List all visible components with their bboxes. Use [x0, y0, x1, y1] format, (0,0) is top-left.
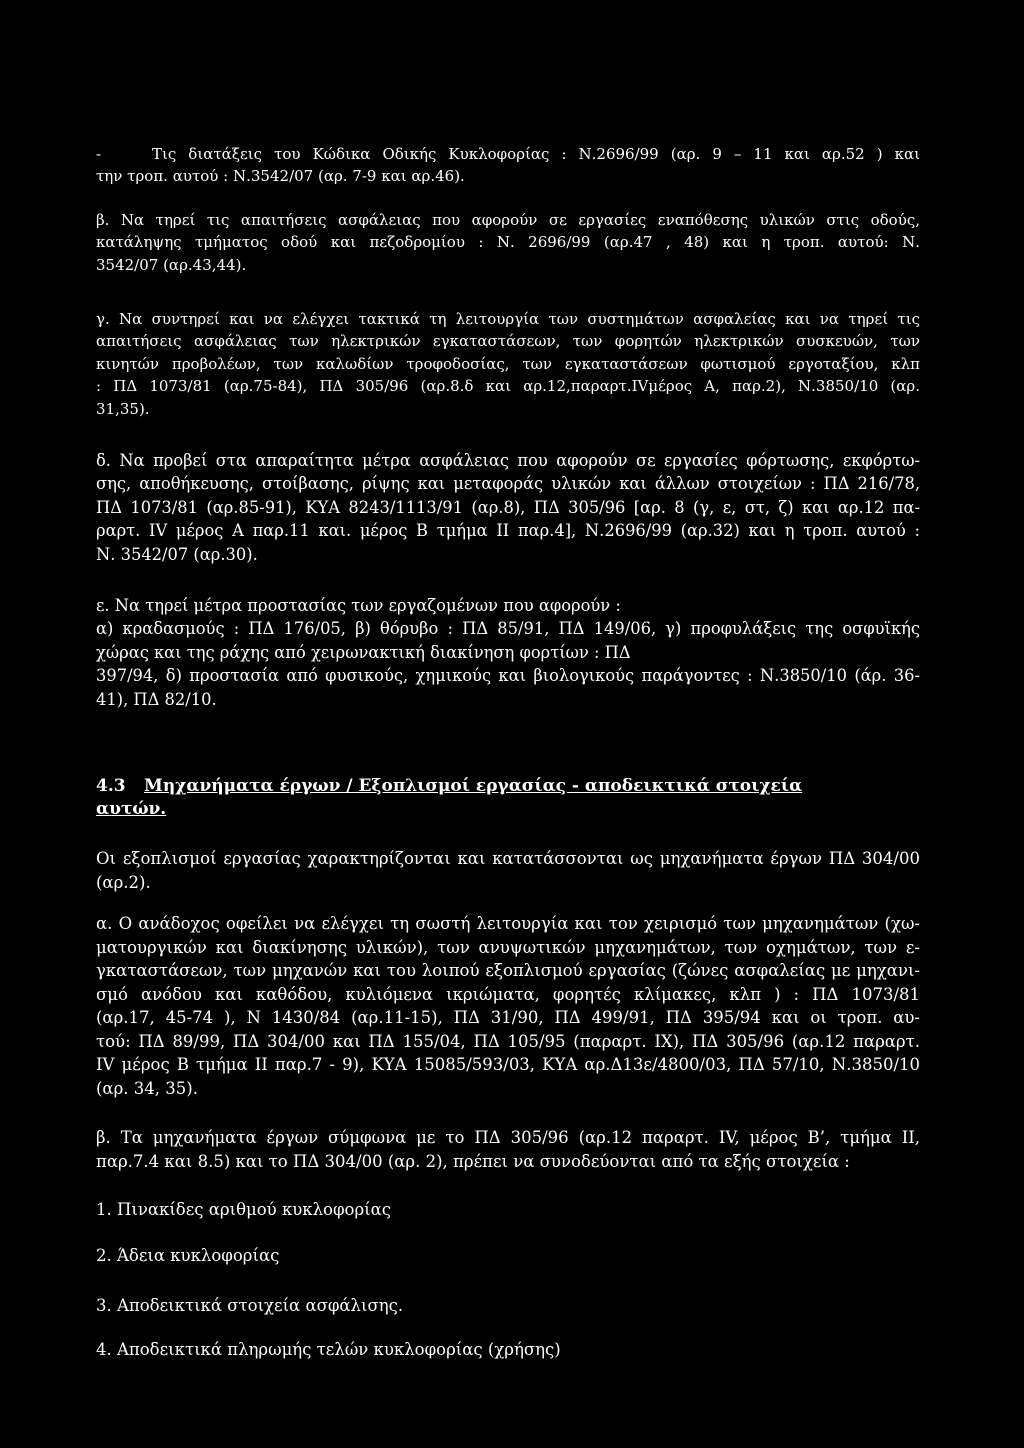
- paragraph-g-line: γ. Να συντηρεί και να ελέγχει τακτικά τη λειτουργία των συστημάτων ασφαλείας και να τηρεί τις: [96, 310, 920, 328]
- paragraph-e-line: 397/94, δ) προστασία από φυσικούς, χημικούς και βιολογικούς παράγοντες : Ν.3850/10 (άρ. 36-: [96, 666, 920, 686]
- intro-line-1: Τις διατάξεις του Κώδικα Οδικής Κυκλοφορίας : Ν.2696/99 (αρ. 9 – 11 και αρ.52 ) και: [152, 145, 920, 163]
- paragraph-a2-line: IV μέρος Β τμήμα ΙΙ παρ.7 - 9), ΚΥΑ 15085/593/03, ΚΥΑ αρ.Δ13ε/4800/03, ΠΔ 57/10, Ν.3850/10: [96, 1055, 920, 1074]
- section-heading: [96, 775, 803, 822]
- paragraph-d-line: δ. Να προβεί στα απαραίτητα μέτρα ασφάλειας που αφορούν σε εργασίες φόρτωσης, εκφόρτω-: [96, 451, 920, 470]
- paragraph-e: [96, 594, 920, 711]
- paragraph-b-line: 3542/07 (αρ.43,44).: [96, 255, 247, 274]
- paragraph-b2-line: β. Τα μηχανήματα έργων σύμφωνα με το ΠΔ 305/96 (αρ.12 παραρτ. IV, μέρος Β’, τμήμα ΙΙ,: [96, 1128, 920, 1147]
- paragraph-equipment-intro: [96, 847, 920, 894]
- paragraph-line: (αρ.2).: [96, 872, 151, 892]
- paragraph-a2-line: ματουργικών και διακίνησης υλικών), των ανυψωτικών μηχανημάτων, των οχημάτων, των ε-: [96, 937, 920, 957]
- section-title-line-2: αυτών.: [96, 799, 167, 820]
- paragraph-b-line: κατάληψης τμήματος οδού και πεζοδρομίου : Ν. 2696/99 (αρ.47 , 48) και η τροπ. αυτού: Ν.: [96, 233, 920, 252]
- paragraph-a2-line: (αρ.17, 45-74 ), Ν 1430/84 (αρ.11-15), ΠΔ 31/90, ΠΔ 499/91, ΠΔ 395/94 και οι τροπ. αυ-: [96, 1008, 920, 1027]
- paragraph-d-line: σης, αποθήκευσης, στοίβασης, ρίψης και μεταφοράς υλικών και άλλων στοιχείων : ΠΔ 216/78,: [96, 474, 920, 494]
- paragraph-g-line: απαιτήσεις ασφάλειας των ηλεκτρικών εγκαταστάσεων, των φορητών ηλεκτρικών συσκευών, των: [96, 332, 920, 351]
- paragraph-a2-line: σμό ανόδου και καθόδου, κυλιόμενα ικριώματα, φορητές κλίμακες, κλπ ) : ΠΔ 1073/81: [96, 984, 920, 1004]
- intro-bullet: [96, 143, 920, 188]
- list-item: 4. Αποδεικτικά πληρωμής τελών κυκλοφορίας (χρήσης): [96, 1340, 561, 1359]
- paragraph-a2: [96, 912, 920, 1100]
- section-title-line-1: Μηχανήματα έργων / Εξοπλισμοί εργασίας - αποδεικτικά στοιχεία: [144, 776, 803, 796]
- paragraph-g-line: : ΠΔ 1073/81 (αρ.75-84), ΠΔ 305/96 (αρ.8.δ και αρ.12,παραρτ.IVμέρος Α, παρ.2), Ν.3850/10 (αρ.: [96, 377, 920, 396]
- paragraph-e-line: χώρας και της ράχης από χειρωνακτική διακίνηση φορτίων : ΠΔ: [96, 642, 631, 662]
- paragraph-b2-line: παρ.7.4 και 8.5) και το ΠΔ 304/00 (αρ. 2), πρέπει να συνοδεύονται από τα εξής στοιχεία :: [96, 1151, 850, 1171]
- paragraph-e-line: α) κραδασμούς : ΠΔ 176/05, β) θόρυβο : ΠΔ 85/91, ΠΔ 149/06, γ) προφυλάξεις της οσφυϊκής: [96, 619, 920, 639]
- paragraph-b-line: β. Να τηρεί τις απαιτήσεις ασφάλειας που αφορούν σε εργασίες εναπόθεσης υλικών στις οδούς,: [96, 211, 920, 229]
- paragraph-b2: [96, 1126, 920, 1173]
- list-item: 3. Αποδεικτικά στοιχεία ασφάλισης.: [96, 1296, 404, 1315]
- document-list: [96, 1198, 920, 1222]
- paragraph-a2-line: τού: ΠΔ 89/99, ΠΔ 304/00 και ΠΔ 155/04, ΠΔ 105/95 (παραρτ. IX), ΠΔ 305/96 (αρ.12 παραρτ.: [96, 1031, 920, 1051]
- paragraph-e-line: ε. Να τηρεί μέτρα προστασίας των εργαζομένων που αφορούν :: [96, 596, 621, 615]
- paragraph-line: Οι εξοπλισμοί εργασίας χαρακτηρίζονται και κατατάσσονται ως μηχανήματα έργων ΠΔ 304/00: [96, 849, 920, 868]
- paragraph-a2-line: α. Ο ανάδοχος οφείλει να ελέγχει τη σωστή λειτουργία και τον χειρισμό των μηχανημάτων (χω-: [96, 914, 920, 933]
- paragraph-a2-line: (αρ. 34, 35).: [96, 1078, 198, 1098]
- paragraph-g-line: 31,35).: [96, 399, 150, 418]
- paragraph-d-line: ραρτ. IV μέρος Α παρ.11 και. μέρος Β τμήμα ΙΙ παρ.4], Ν.2696/99 (αρ.32) και η τροπ. αυτού :: [96, 521, 920, 541]
- paragraph-d: [96, 449, 920, 566]
- paragraph-e-line: 41), ΠΔ 82/10.: [96, 689, 217, 709]
- paragraph-d-line: Ν. 3542/07 (αρ.30).: [96, 544, 258, 564]
- list-item: 1. Πινακίδες αριθμού κυκλοφορίας: [96, 1200, 392, 1219]
- intro-line-2: την τροπ. αυτού : Ν.3542/07 (αρ. 7-9 και αρ.46).: [96, 167, 465, 186]
- paragraph-d-line: ΠΔ 1073/81 (αρ.85-91), ΚΥΑ 8243/1113/91 (αρ.8), ΠΔ 305/96 [αρ. 8 (γ, ε, στ, ζ) και αρ.12 πα-: [96, 497, 920, 517]
- paragraph-a2-line: γκαταστάσεων, των μηχανών και του λοιπού εξοπλισμού εργασίας (ζώνες ασφαλείας με μηχανι-: [96, 961, 920, 980]
- paragraph-g-line: κινητών προβολέων, των καλωδίων τροφοδοσίας, των εγκαταστάσεων φωτισμού εργοταξίου, κλπ: [96, 354, 920, 373]
- paragraph-g: [96, 308, 920, 420]
- bullet-dash: -: [96, 145, 102, 163]
- section-number: 4.3: [96, 776, 126, 796]
- paragraph-b: [96, 209, 920, 276]
- list-item: 2. Άδεια κυκλοφορίας: [96, 1246, 280, 1265]
